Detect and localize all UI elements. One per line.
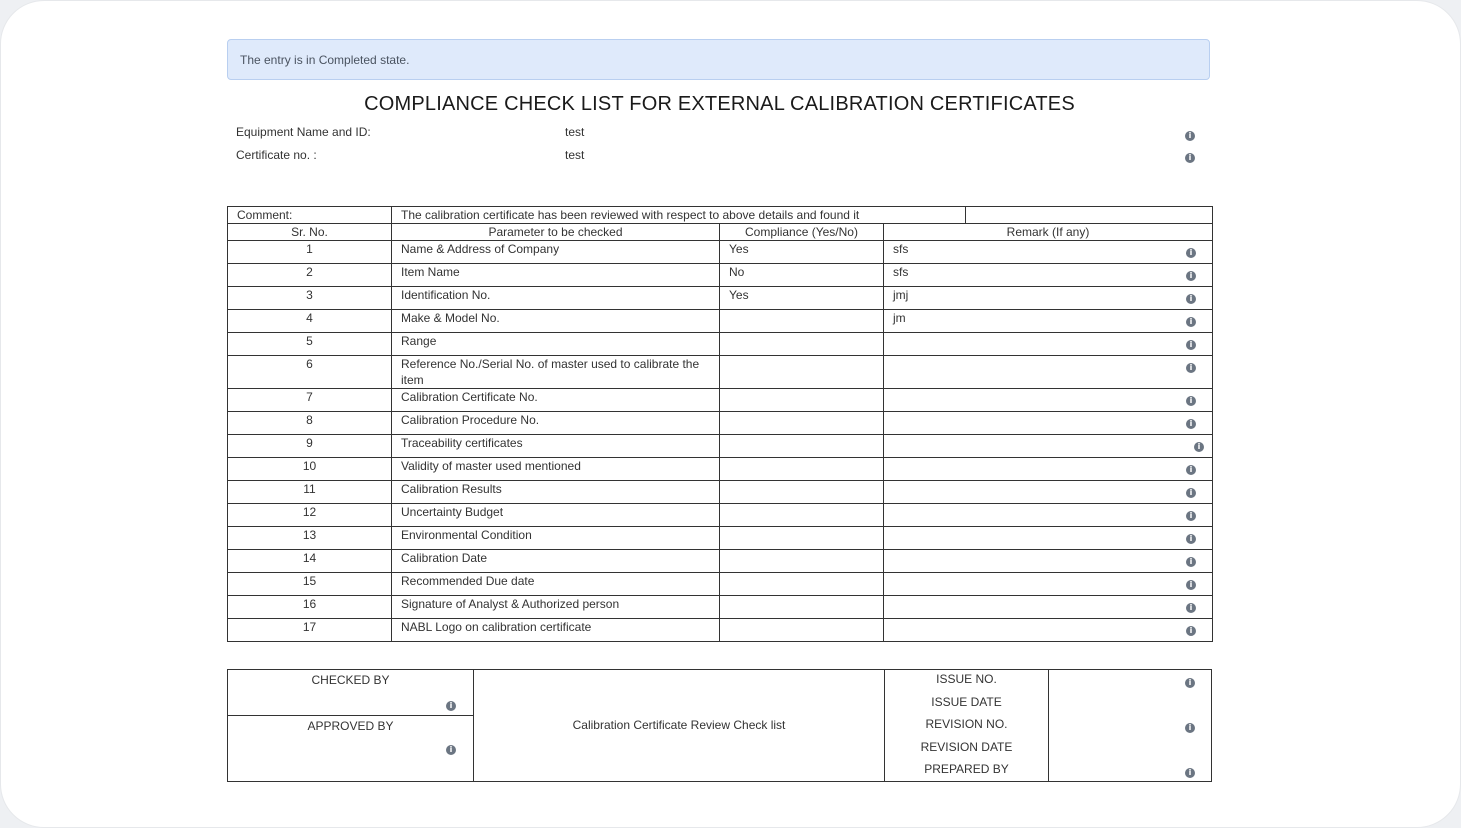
remark-cell[interactable] (884, 241, 1213, 264)
compliance-cell-text: Yes (729, 288, 749, 302)
sr-no-cell-text: 13 (302, 528, 317, 542)
sr-no-cell-text: 8 (306, 413, 313, 427)
certificate-no-value[interactable]: test (565, 148, 585, 162)
table-row (228, 481, 1213, 504)
remark-cell[interactable] (884, 527, 1213, 550)
parameter-cell-text: Name & Address of Company (401, 242, 560, 256)
table-row (228, 527, 1213, 550)
info-icon[interactable]: i (1186, 317, 1196, 327)
compliance-cell[interactable] (720, 287, 884, 310)
parameter-cell-text: Reference No./Serial No. of master used to calibrate the item (401, 357, 700, 387)
approved-by-label: APPROVED BY (307, 719, 394, 733)
sr-no-cell (228, 573, 392, 596)
info-icon[interactable]: i (446, 701, 456, 711)
header-parameter: Parameter to be checked (392, 224, 720, 241)
parameter-cell (392, 310, 720, 333)
parameter-cell (392, 481, 720, 504)
sr-no-cell-text: 15 (302, 574, 317, 588)
info-icon[interactable]: i (1186, 534, 1196, 544)
info-icon[interactable]: i (1186, 626, 1196, 636)
table-row (228, 412, 1213, 435)
parameter-cell-text: Calibration Results (401, 482, 502, 496)
sr-no-cell-text: 14 (302, 551, 317, 565)
compliance-cell[interactable] (720, 389, 884, 412)
sr-no-cell-text: 16 (302, 597, 317, 611)
remark-cell[interactable] (884, 333, 1213, 356)
sr-no-cell (228, 356, 392, 389)
parameter-cell (392, 356, 720, 389)
table-row (228, 333, 1213, 356)
parameter-cell (392, 504, 720, 527)
sr-no-cell-text: 9 (306, 436, 313, 450)
comment-value[interactable] (966, 207, 1213, 224)
certificate-no-label: Certificate no. : (236, 148, 317, 162)
table-row (228, 389, 1213, 412)
parameter-cell (392, 596, 720, 619)
parameter-cell (392, 550, 720, 573)
compliance-cell[interactable] (720, 481, 884, 504)
compliance-cell[interactable] (720, 527, 884, 550)
parameter-cell-text: NABL Logo on calibration certificate (401, 620, 592, 634)
remark-cell[interactable] (884, 596, 1213, 619)
compliance-cell[interactable] (720, 573, 884, 596)
compliance-cell[interactable] (720, 264, 884, 287)
sr-no-cell (228, 550, 392, 573)
table-row (228, 264, 1213, 287)
parameter-cell-text: Recommended Due date (401, 574, 535, 588)
sr-no-cell-text: 6 (306, 357, 313, 371)
remark-cell-text: jm (893, 311, 906, 325)
sr-no-cell-text: 5 (306, 334, 313, 348)
compliance-cell[interactable] (720, 435, 884, 458)
table-row (228, 504, 1213, 527)
issue-no-label: ISSUE NO. (936, 672, 997, 686)
checklist-table (227, 206, 1213, 642)
table-row (228, 435, 1213, 458)
info-icon[interactable]: i (1186, 340, 1196, 350)
parameter-cell-text: Signature of Analyst & Authorized person (401, 597, 620, 611)
sr-no-cell (228, 435, 392, 458)
sr-no-cell (228, 504, 392, 527)
sr-no-cell-text: 10 (302, 459, 317, 473)
sr-no-cell (228, 481, 392, 504)
compliance-cell[interactable] (720, 596, 884, 619)
equipment-name-label: Equipment Name and ID: (236, 125, 371, 139)
info-icon[interactable]: i (1186, 363, 1196, 373)
table-header (228, 224, 1213, 241)
parameter-cell-text: Uncertainty Budget (401, 505, 504, 519)
info-icon[interactable]: i (1186, 488, 1196, 498)
sr-no-cell (228, 241, 392, 264)
sr-no-cell-text: 3 (306, 288, 313, 302)
remark-cell-text: sfs (893, 242, 909, 256)
parameter-cell-text: Range (401, 334, 437, 348)
remark-cell[interactable] (884, 619, 1213, 642)
comment-text: The calibration certificate has been reviewed with respect to above details and found it (392, 207, 966, 224)
document-title: Calibration Certificate Review Check list (572, 718, 786, 732)
parameter-cell (392, 458, 720, 481)
remark-cell-text: sfs (893, 265, 909, 279)
remark-cell[interactable] (884, 458, 1213, 481)
info-icon[interactable]: i (1186, 271, 1196, 281)
parameter-cell (392, 389, 720, 412)
parameter-cell (392, 412, 720, 435)
checked-by-label: CHECKED BY (311, 673, 390, 687)
revision-date-label: REVISION DATE (920, 740, 1013, 754)
info-icon[interactable]: i (1186, 511, 1196, 521)
issue-date-label: ISSUE DATE (931, 695, 1002, 709)
compliance-cell[interactable] (720, 412, 884, 435)
info-icon[interactable]: i (1186, 603, 1196, 613)
remark-cell[interactable] (884, 412, 1213, 435)
remark-cell-text: jmj (893, 288, 909, 302)
compliance-cell[interactable] (720, 619, 884, 642)
parameter-cell (392, 619, 720, 642)
comment-label: Comment: (228, 207, 392, 224)
info-icon[interactable]: i (446, 745, 456, 755)
info-icon[interactable]: i (1194, 442, 1204, 452)
remark-cell[interactable] (884, 573, 1213, 596)
parameter-cell-text: Environmental Condition (401, 528, 532, 542)
remark-cell[interactable] (884, 389, 1213, 412)
header-sr-no: Sr. No. (228, 224, 392, 241)
parameter-cell-text: Calibration Procedure No. (401, 413, 540, 427)
compliance-cell-text: Yes (729, 242, 749, 256)
parameter-cell-text: Validity of master used mentioned (401, 459, 581, 473)
info-icon[interactable]: i (1185, 153, 1195, 163)
parameter-cell (392, 573, 720, 596)
remark-cell[interactable] (884, 504, 1213, 527)
parameter-cell-text: Calibration Date (401, 551, 488, 565)
parameter-cell-text: Traceability certificates (401, 436, 523, 450)
sr-no-cell-text: 1 (306, 242, 313, 256)
revision-no-label: REVISION NO. (925, 717, 1008, 731)
sr-no-cell-text: 11 (303, 482, 316, 496)
info-icon[interactable]: i (1186, 557, 1196, 567)
prepared-by-label: PREPARED BY (924, 762, 1009, 776)
sr-no-cell (228, 619, 392, 642)
parameter-cell (392, 264, 720, 287)
parameter-cell-text: Make & Model No. (401, 311, 500, 325)
sr-no-cell (228, 287, 392, 310)
info-icon[interactable]: i (1186, 580, 1196, 590)
info-icon[interactable]: i (1186, 396, 1196, 406)
info-icon[interactable]: i (1185, 723, 1195, 733)
sr-no-cell (228, 310, 392, 333)
compliance-cell[interactable] (720, 241, 884, 264)
remark-cell[interactable] (884, 287, 1213, 310)
sr-no-cell (228, 264, 392, 287)
table-row (228, 356, 1213, 389)
parameter-cell (392, 241, 720, 264)
info-icon[interactable]: i (1186, 419, 1196, 429)
parameter-cell-text: Identification No. (401, 288, 491, 302)
table-row (228, 596, 1213, 619)
compliance-cell[interactable] (720, 310, 884, 333)
sr-no-cell-text: 2 (306, 265, 313, 279)
header-compliance: Compliance (Yes/No) (720, 224, 884, 241)
parameter-cell-text: Item Name (401, 265, 460, 279)
info-icon[interactable]: i (1186, 465, 1196, 475)
compliance-cell[interactable] (720, 333, 884, 356)
remark-cell[interactable] (884, 435, 1213, 458)
remark-cell[interactable] (884, 310, 1213, 333)
compliance-cell[interactable] (720, 504, 884, 527)
sr-no-cell-text: 7 (306, 390, 313, 404)
document-footer (227, 669, 1212, 782)
sr-no-cell (228, 527, 392, 550)
status-banner: The entry is in Completed state. (227, 39, 1210, 80)
parameter-cell (392, 333, 720, 356)
table-row (228, 241, 1213, 264)
compliance-cell[interactable] (720, 550, 884, 573)
table-row (228, 287, 1213, 310)
equipment-name-value[interactable]: test (565, 125, 585, 139)
parameter-cell (392, 287, 720, 310)
remark-cell[interactable] (884, 481, 1213, 504)
info-icon[interactable]: i (1185, 678, 1195, 688)
page-title: COMPLIANCE CHECK LIST FOR EXTERNAL CALIBRATION CERTIFICATES (364, 93, 1075, 115)
compliance-cell[interactable] (720, 458, 884, 481)
compliance-cell[interactable] (720, 356, 884, 389)
compliance-cell-text: No (729, 265, 745, 279)
parameter-cell (392, 435, 720, 458)
table-row (228, 310, 1213, 333)
sr-no-cell-text: 17 (302, 620, 317, 634)
comment-row (228, 207, 1213, 224)
header-remark: Remark (If any) (884, 224, 1213, 241)
sr-no-cell (228, 596, 392, 619)
info-icon[interactable]: i (1185, 131, 1195, 141)
sr-no-cell-text: 12 (302, 505, 317, 519)
sr-no-cell (228, 458, 392, 481)
sr-no-cell-text: 4 (306, 311, 313, 325)
info-icon[interactable]: i (1186, 294, 1196, 304)
sr-no-cell (228, 389, 392, 412)
parameter-cell (392, 527, 720, 550)
remark-cell[interactable] (884, 356, 1213, 389)
remark-cell[interactable] (884, 550, 1213, 573)
sr-no-cell (228, 412, 392, 435)
info-icon[interactable]: i (1186, 248, 1196, 258)
info-icon[interactable]: i (1185, 768, 1195, 778)
table-row (228, 619, 1213, 642)
sr-no-cell (228, 333, 392, 356)
table-row (228, 458, 1213, 481)
parameter-cell-text: Calibration Certificate No. (401, 390, 538, 404)
table-row (228, 573, 1213, 596)
table-row (228, 550, 1213, 573)
remark-cell[interactable] (884, 264, 1213, 287)
